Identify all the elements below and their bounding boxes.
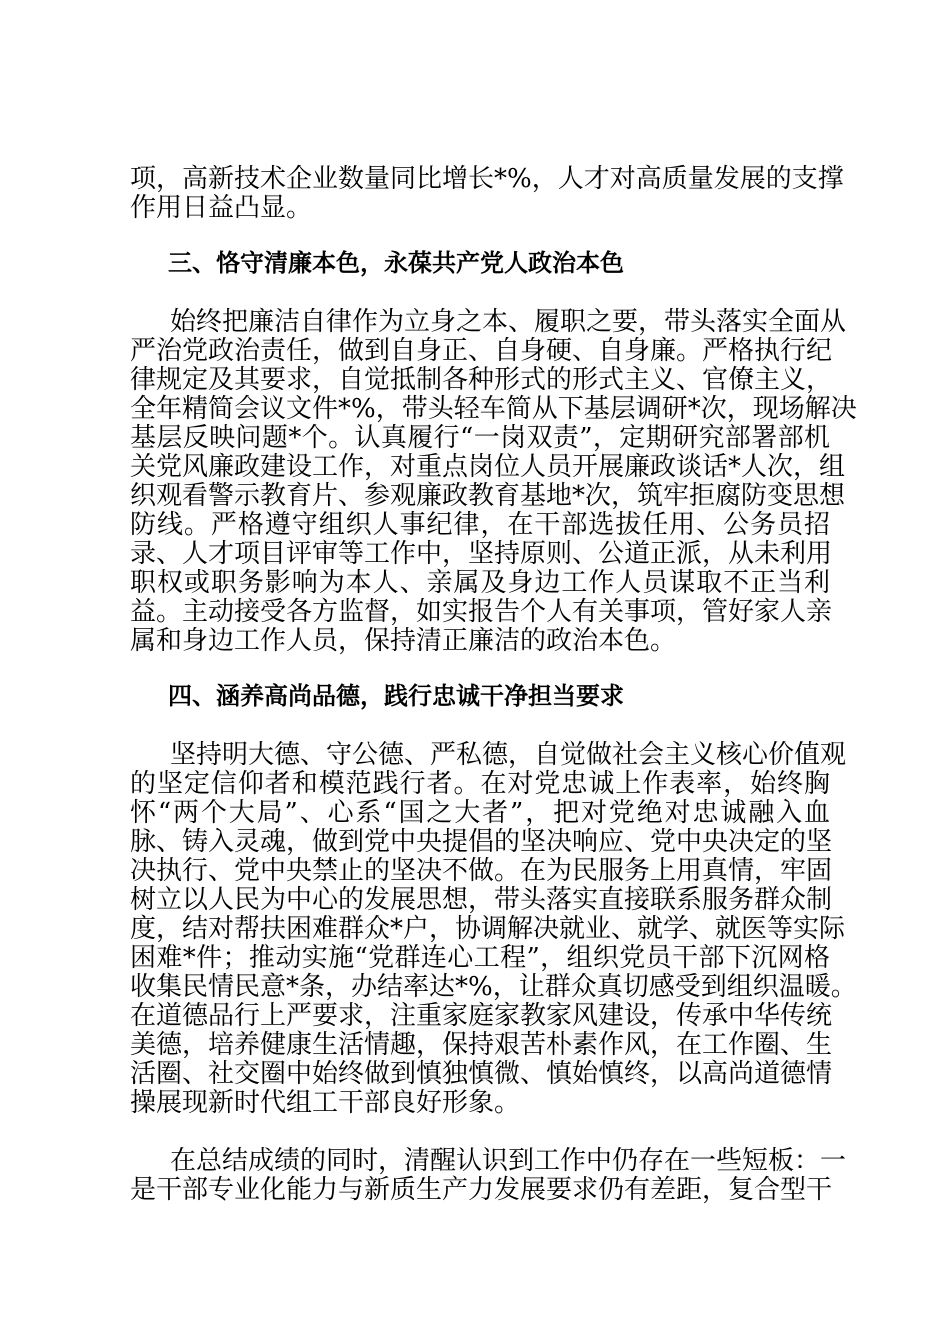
text-line: 项，高新技术企业数量同比增长*%，人才对高质量发展的支撑 [130, 164, 844, 194]
text-line: 织观看警示教育片、参观廉政教育基地*次，筑牢拒腐防变思想 [130, 481, 846, 511]
text-line: 怀“两个大局”、心系“国之大者”，把对党绝对忠诚融入血 [130, 798, 830, 828]
text-line: 录、人才项目评审等工作中，坚持原则、公道正派，从未利用 [130, 539, 833, 569]
paragraph-section-3 [130, 307, 857, 656]
text-line: 是干部专业化能力与新质生产力发展要求仍有差距，复合型干 [130, 1175, 833, 1205]
document-page [130, 164, 857, 1205]
text-line: 脉、铸入灵魂，做到党中央提倡的坚决响应、党中央决定的坚 [130, 827, 833, 857]
text-line: 防线。严格遵守组织人事纪律，在干部选拔任用、公务员招 [130, 510, 830, 540]
text-line: 收集民情民意*条，办结率达*%，让群众真切感受到组织温暖。 [130, 972, 857, 1002]
text-line: 坚持明大德、守公德、严私德，自觉做社会主义核心价值观 [170, 740, 847, 770]
text-line: 作用日益凸显。 [130, 193, 313, 223]
paragraph-section-4 [130, 740, 857, 1118]
text-line: 全年精简会议文件*%，带头轻车简从下基层调研*次，现场解决 [130, 394, 857, 424]
paragraph-continuation [130, 164, 844, 223]
text-line: 度，结对帮扶困难群众*户，协调解决就业、就学、就医等实际 [130, 914, 846, 944]
text-line: 始终把廉洁自律作为立身之本、履职之要，带头落实全面从 [170, 307, 847, 337]
section-heading-3: 三、恪守清廉本色，永葆共产党人政治本色 [168, 249, 624, 277]
text-line: 操展现新时代组工干部良好形象。 [130, 1088, 521, 1118]
text-line: 困难*件；推动实施“党群连心工程”，组织党员干部下沉网格 [130, 943, 830, 973]
text-line: 益。主动接受各方监督，如实报告个人有关事项，管好家人亲 [130, 597, 833, 627]
text-line: 属和身边工作人员，保持清正廉洁的政治本色。 [130, 626, 677, 656]
text-line: 美德，培养健康生活情趣，保持艰苦朴素作风，在工作圈、生 [130, 1030, 833, 1060]
text-line: 基层反映问题*个。认真履行“一岗双责”，定期研究部署部机 [130, 423, 830, 453]
section-heading-4: 四、涵养高尚品德，践行忠诚干净担当要求 [168, 682, 624, 710]
text-line: 树立以人民为中心的发展思想，带头落实直接联系服务群众制 [130, 885, 833, 915]
text-line: 在道德品行上严要求，注重家庭家教家风建设，传承中华传统 [130, 1001, 833, 1031]
paragraph-summary [130, 1146, 847, 1205]
text-line: 律规定及其要求，自觉抵制各种形式的形式主义、官僚主义， [130, 365, 833, 395]
text-line: 关党风廉政建设工作，对重点岗位人员开展廉政谈话*人次，组 [130, 452, 846, 482]
text-line: 严治党政治责任，做到自身正、自身硬、自身廉。严格执行纪 [130, 336, 833, 366]
text-line: 在总结成绩的同时，清醒认识到工作中仍存在一些短板：一 [170, 1146, 847, 1176]
text-line: 决执行、党中央禁止的坚决不做。在为民服务上用真情，牢固 [130, 856, 833, 886]
text-line: 职权或职务影响为本人、亲属及身边工作人员谋取不正当利 [130, 568, 830, 598]
text-line: 的坚定信仰者和模范践行者。在对党忠诚上作表率，始终胸 [130, 769, 830, 799]
text-line: 活圈、社交圈中始终做到慎独慎微、慎始慎终，以高尚道德情 [130, 1059, 833, 1089]
